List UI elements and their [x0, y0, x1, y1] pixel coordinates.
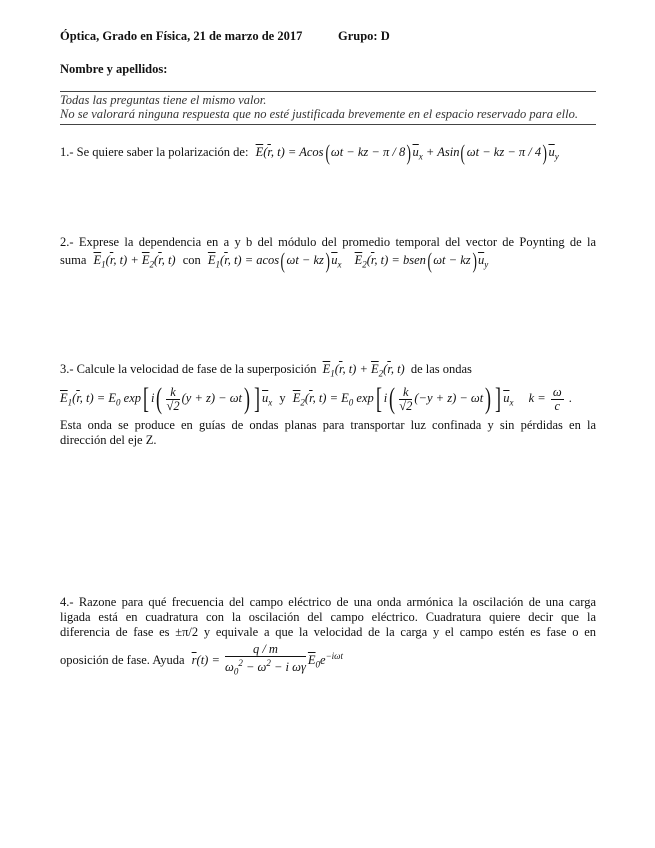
question-3-text-suffix: de las ondas [410, 362, 472, 376]
question-2-suma-label: suma [60, 252, 87, 267]
question-2-line-2 [60, 248, 489, 273]
question-3-y-label: y [279, 391, 286, 405]
question-2-e1-formula: $\overline{E}_1(\overline{r}$, $t) = acos(\omega t - kz)\overline{u}_x$ [207, 248, 342, 273]
question-1 [60, 140, 559, 165]
question-3-wave-formulas: $\overline{E}_1(\overline{r}$, $t) = E_0$ exp[ i( $\frac{k}{√2}$ (y + z) − ωt) ] $\overline{u}_x$ y $\overline{E}_2(\overline{r}$, $t) = E_0$ exp[ i( $\frac{k}{√2}$ (−y + z) − ωt) ] $\overline{u}_x$ k = $\frac{\omega}{c}$ . [60, 382, 572, 416]
question-4-hint-label: oposición de fase. Ayuda [60, 653, 185, 668]
question-4-line-3: diferencia de fase es ±π/2 y equivale a que la velocidad de la carga y el campo estén es fase o en [60, 625, 596, 639]
question-3-line-3: Esta onda se produce en guías de ondas planas para transportar luz confinada y sin pérdidas en la [60, 418, 596, 432]
question-1-formula: $\overline{E}(\overline{r}$, t) = Acos(ωt − kz − $\pi / 8)\overline{u}_x + Asin(\omega t$ − kz − π / $4)\overline{u}_y$ [255, 140, 559, 165]
group-label: Grupo: D [338, 29, 390, 43]
name-label: Nombre y apellidos: [60, 62, 168, 76]
question-4-line-2: ligada está en cuadratura con la oscilación del campo eléctrico. Cuadratura quiere decir que la [60, 610, 596, 624]
instruction-line-2: No se valorará ninguna respuesta que no esté justificada brevemente en el espacio reservado para ello. [60, 107, 578, 121]
question-3-sum-formula: $\overline{E}_1(\overline{r}$, $t) + \overline{E}_2(\overline{r}$, t) [322, 362, 405, 379]
question-3-e1-formula: $\overline{E}_1(\overline{r}$, $t) = E_0$ exp[ i( $\frac{k}{√2}$ (y + z) − ωt) ] $\overline{u}_x$ [60, 382, 273, 416]
question-3-line-4: dirección del eje Z. [60, 433, 157, 447]
question-3-text-prefix: 3.- Calcule la velocidad de fase de la superposición [60, 362, 317, 376]
instructions-bottom-rule [60, 124, 596, 125]
question-4-line-1: 4.- Razone para qué frecuencia del campo eléctrico de una onda armónica la oscilación de una carga [60, 595, 596, 609]
instruction-line-1: Todas las preguntas tiene el mismo valor. [60, 93, 267, 107]
question-2-line-1: 2.- Exprese la dependencia en a y b del módulo del promedio temporal del vector de Poynting de la [60, 235, 596, 249]
question-2-e2-formula: $\overline{E}_2(\overline{r}$, t) = bsen(ωt − $kz)\overline{u}_y$ [354, 248, 489, 273]
question-2-con-label: con [182, 252, 201, 267]
question-2-sum-formula: $\overline{E}_1(\overline{r}$, $t) + \overline{E}_2(\overline{r}$, t) [93, 252, 176, 270]
question-4-hint-formula: $\overline{r}(t)$ = $\frac{q / m}{\omega_0^2 - \omega^2 - i \omega\gamma}$ $\overline{E}_0e^{-i\omega t}$ [191, 642, 344, 678]
question-3-line-1 [60, 362, 472, 379]
instructions-top-rule [60, 91, 596, 92]
exam-title: Óptica, Grado en Física, 21 de marzo de 2017 [60, 29, 303, 43]
question-4-line-4 [60, 640, 343, 680]
question-3-e2-formula: $\overline{E}_2(\overline{r}$, $t) = E_0$ exp[ i( $\frac{k}{√2}$ (−y + z) − ωt) ] $\overline{u}_x$ [292, 382, 514, 416]
question-3-k-formula: k = $\frac{\omega}{c}$ [528, 384, 562, 413]
question-1-text: 1.- Se quiere saber la polarización de: [60, 144, 249, 159]
